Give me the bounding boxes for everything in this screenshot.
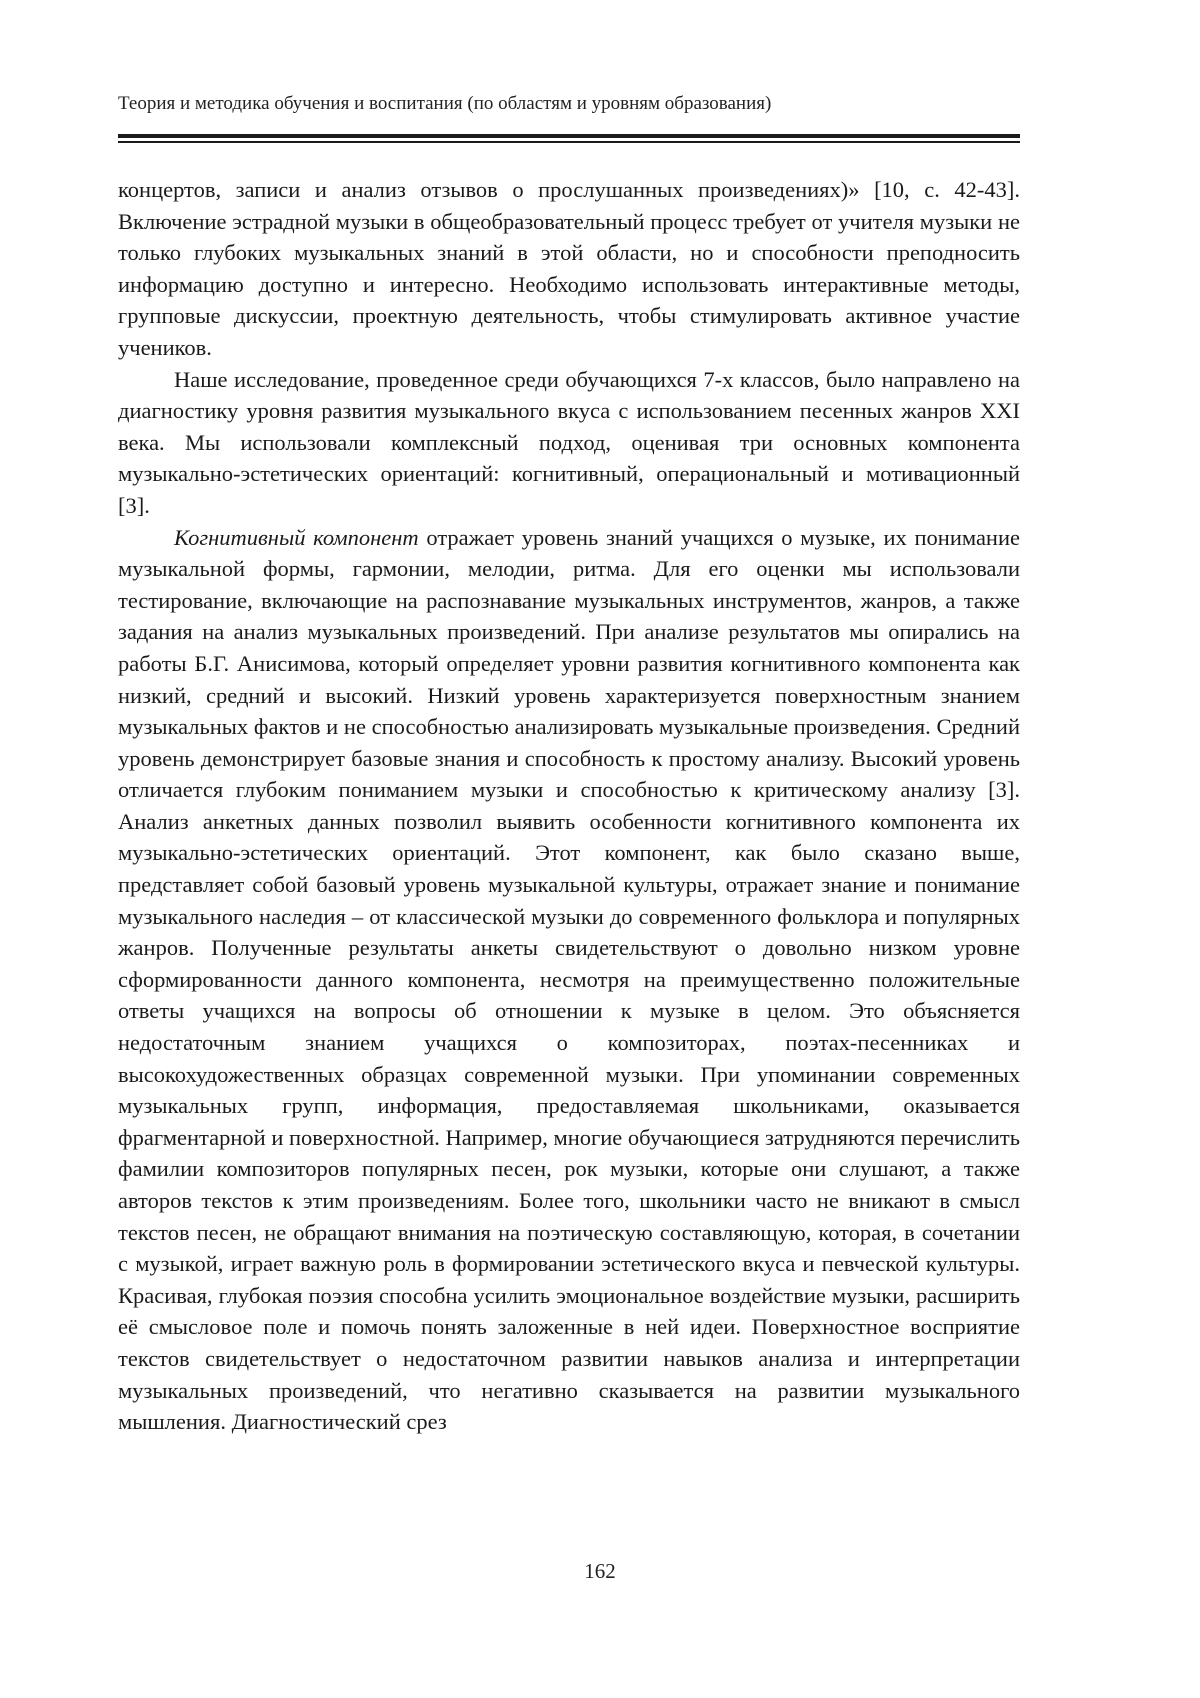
running-header-title: Теория и методика обучения и воспитания (по областям и уровням образования) (118, 93, 772, 114)
paragraph-2: Наше исследование, проведенное среди обучающихся 7-х классов, было направлено на диагностику уровня развития музыкального вкуса с использованием песенных жанров XXI века. Мы использовали комплексный подход, оценивая три основных компонента музыкально-эстетических ориентаций: когнитивный, операциональный и мотивационный [3]. (118, 366, 1020, 518)
paragraph-3-term: Когнитивный компонент (174, 524, 419, 550)
paragraph-3 (118, 522, 1020, 1438)
paragraph-3-text: отражает уровень знаний учащихся о музыке, их понимание музыкальной формы, гармонии, мелодии, ритма. Для его оценки мы использовали тестирование, включающие на распознавание музыкальных инструментов, жанров, а также задания на анализ музыкальных произведений. При анализе результатов мы опирались на работы Б.Г. Анисимова, который определяет уровни развития когнитивного компонента как низкий, средний и высокий. Низкий уровень характеризуется поверхностным знанием музыкальных фактов и не способностью анализировать музыкальные произведения. Средний уровень демонстрирует базовые знания и способность к простому анализу. Высокий уровень отличается глубоким пониманием музыки и способностью к критическому анализу [3]. Анализ анкетных данных позволил выявить особенности когнитивного компонента их музыкально-эстетических ориентаций. Этот компонент, как было сказано выше, представляет собой базовый уровень музыкальной культуры, отражает знание и понимание музыкального наследия – от классической музыки до современного фольклора и популярных жанров. Полученные результаты анкеты свидетельствуют о довольно низком уровне сформированности данного компонента, несмотря на преимущественно положительные ответы учащихся на вопросы об отношении к музыке в целом. Это объясняется недостаточным знанием учащихся о композиторах, поэтах-песенниках и высокохудожественных образцах современной музыки. При упоминании современных музыкальных групп, информация, предоставляемая школьниками, оказывается фрагментарной и поверхностной. Например, многие обучающиеся затрудняются перечислить фамилии композиторов популярных песен, рок музыки, которые они слушают, а также авторов текстов к этим произведениям. Более того, школьники часто не вникают в смысл текстов песен, не обращают внимания на поэтическую составляющую, которая, в сочетании с музыкой, играет важную роль в формировании эстетического вкуса и певческой культуры. Красивая, глубокая поэзия способна усилить эмоциональное воздействие музыки, расширить её смысловое поле и помочь понять заложенные в ней идеи. Поверхностное восприятие текстов свидетельствует о недостаточном развитии навыков анализа и интерпретации музыкальных произведений, что негативно сказывается на развитии музыкального мышления. Диагностический срез (118, 524, 1020, 1435)
paragraph-1: концертов, записи и анализ отзывов о прослушанных произведениях)» [10, с. 42-43]. Включение эстрадной музыки в общеобразовательный процесс требует от учителя музыки не только глубоких музыкальных знаний в этой области, но и способности преподносить информацию доступно и интересно. Необходимо использовать интерактивные методы, групповые дискуссии, проектную деятельность, чтобы стимулировать активное участие учеников. (118, 177, 1020, 360)
header-rule-thick (118, 134, 1020, 138)
page-number: 162 (584, 1559, 616, 1583)
body-text (118, 174, 1020, 1438)
header-rule-thin (118, 141, 1020, 143)
